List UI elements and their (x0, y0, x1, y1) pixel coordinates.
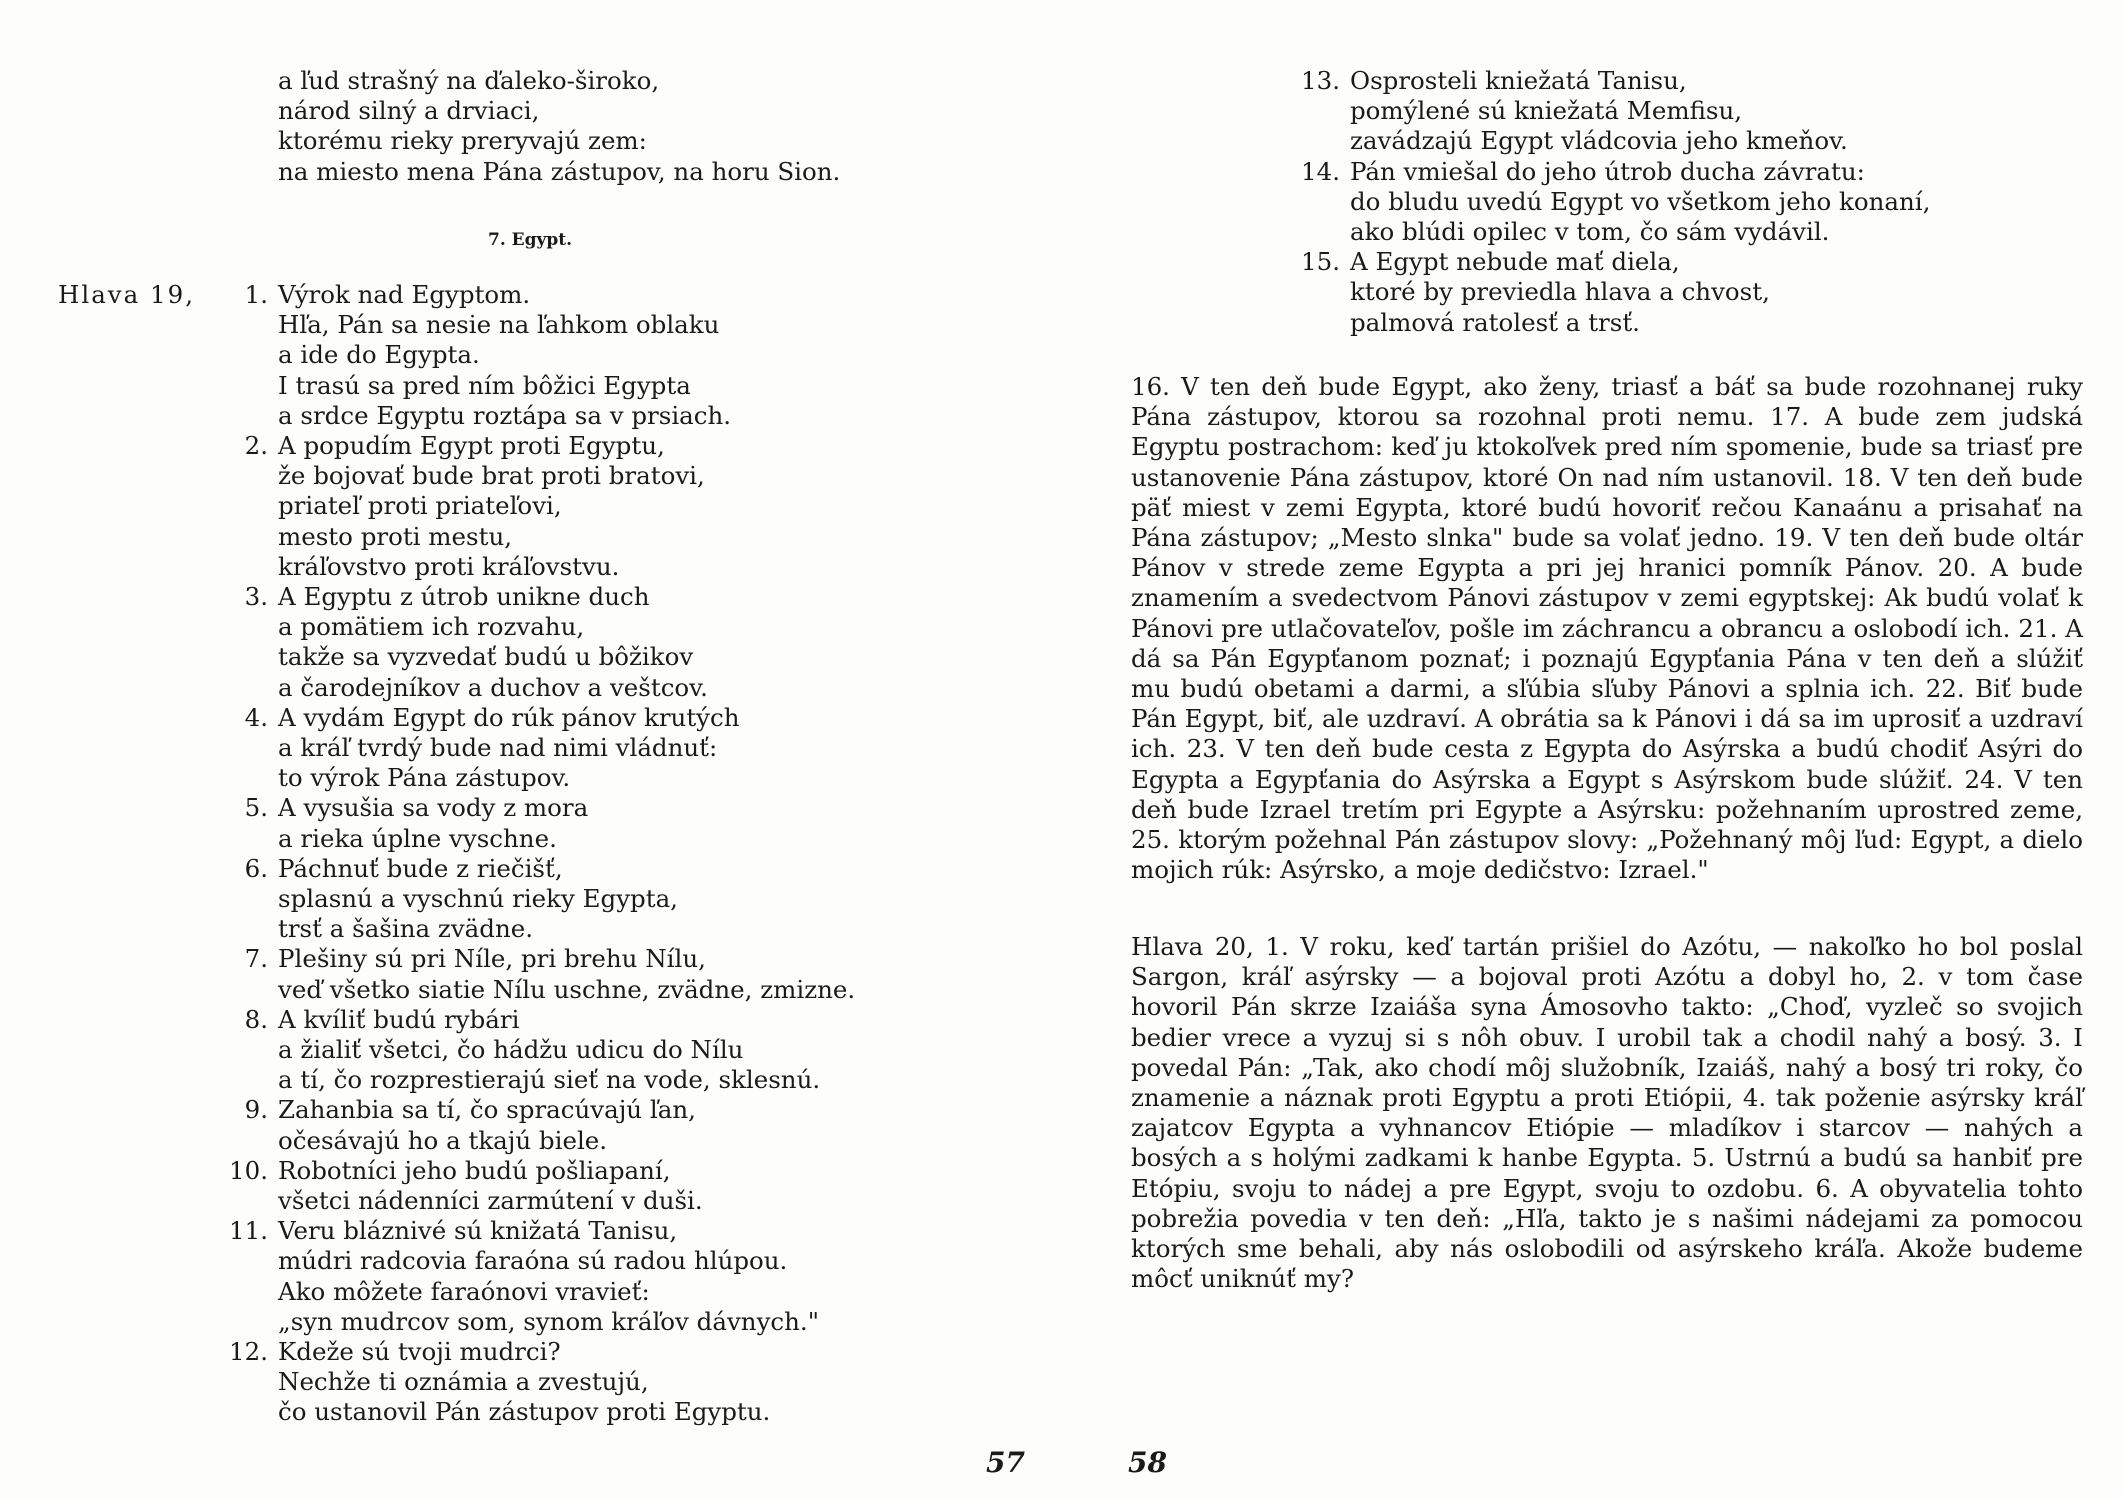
verse-line: na miesto mena Pána zástupov, na horu Sion. (278, 156, 841, 186)
verse-line: všetci nádenníci zarmútení v duši. (278, 1185, 703, 1215)
verse-line: I trasú sa pred ním bôžici Egypta (278, 370, 691, 400)
verse-line: a tí, čo rozprestierajú sieť na vode, sklesnú. (278, 1065, 821, 1095)
section-title: 7. Egypt. (488, 230, 573, 250)
verse-line: trsť a šašina zvädne. (278, 914, 534, 944)
verse (228, 280, 731, 431)
verse-number: 8. (244, 1004, 268, 1034)
verse-line: A Egypt nebude mať diela, (1350, 247, 1680, 277)
verse (228, 431, 705, 582)
verse-line: mesto proti mestu, (278, 521, 513, 551)
verse (228, 582, 708, 703)
verse-line: ako blúdi opilec v tom, čo sám vydávil. (1350, 216, 1830, 246)
verse (1300, 157, 1930, 248)
verse-line: Veru bláznivé sú knižatá Tanisu, (278, 1216, 678, 1246)
verse (228, 1005, 820, 1096)
verse-line: čo ustanovil Pán zástupov proti Egyptu. (278, 1397, 771, 1427)
verse-line: Robotníci jeho budú pošliapaní, (278, 1155, 671, 1185)
verse-number: 3. (244, 582, 268, 611)
verse-number: 13. (1301, 66, 1340, 95)
verse-line: a kráľ tvrdý bude nad nimi vládnuť: (278, 732, 718, 762)
verse-number: 10. (229, 1155, 268, 1185)
chapter-label: Hlava 19, (58, 280, 196, 309)
verse-number: 7. (244, 944, 268, 974)
verse-number: 6. (244, 853, 268, 883)
left-top-verse-block (278, 66, 840, 187)
verse-line: Výrok nad Egyptom. (278, 280, 531, 309)
verse-line: Hľa, Pán sa nesie na ľahkom oblaku (278, 310, 720, 340)
page-number-left: 57 (986, 1446, 1025, 1479)
verse-line: očesávajú ho a tkajú biele. (278, 1125, 608, 1155)
verse-line: že bojovať bude brat proti bratovi, (278, 461, 705, 491)
verse-line: veď všetko siatie Nílu uschne, zvädne, zmizne. (278, 974, 856, 1004)
verse-line: A vysušia sa vody z mora (278, 793, 589, 823)
verse-line: národ silný a drviaci, (278, 96, 540, 126)
verse (1300, 247, 1770, 338)
verse-number: 14. (1301, 156, 1340, 186)
verse-line: a pomätiem ich rozvahu, (278, 612, 585, 642)
verse-line: a čarodejníkov a duchov a veštcov. (278, 672, 708, 702)
verse-number: 9. (244, 1095, 268, 1125)
verse-line: Osprosteli kniežatá Tanisu, (1350, 66, 1687, 95)
verse-number: 1. (244, 280, 268, 309)
verse-number: 11. (229, 1216, 268, 1246)
verse-line: Zahanbia sa tí, čo spracúvajú ľan, (278, 1095, 696, 1125)
verse-line: pomýlené sú kniežatá Memfisu, (1350, 96, 1743, 126)
verse-line: a ľud strašný na ďaleko-široko, (278, 66, 660, 95)
verse (228, 854, 678, 945)
verse-line: A kvíliť budú rybári (278, 1004, 520, 1034)
verse-line: A popudím Egypt proti Egyptu, (278, 431, 665, 460)
verse-line: ktorému rieky preryvajú zem: (278, 126, 647, 156)
verse-line: a srdce Egyptu roztápa sa v prsiach. (278, 400, 732, 430)
prose-paragraph-chapter-20: Hlava 20, 1. V roku, keď tartán prišiel do Azótu, — nakoľko ho bol poslal Sargon, kráľ asýrsky — a bojoval proti Azótu a dobyl ho, 2. v tom čase hovoril Pán skrze Izaiáša syna Ámosovho takto: „Choď, vyzleč so svojich bedier vrece a vyzuj si s nôh obuv. I urobil tak a chodil nahý a bosý. 3. I povedal Pán: „Tak, ako chodí môj služobník, Izaiáš, nahý a bosý tri roky, čo znamenie a náznak proti Egyptu a proti Etiópii, 4. tak poženie asýrsky kráľ zajatcov Egypta a vyhnancov Etiópie — mladíkov i starcov — nahých a bosých a s holými zadkami k hanbe Egypta. 5. Ustrnú a budú sa hanbiť pre Etópiu, svoju to nádej a pre Egypt, svoju to ozdobu. 6. A obyvatelia tohto pobrežia povedia v ten deň: „Hľa, takto je s našimi nádejami za pomocou ktorých sme behali, aby nás oslobodili od asýrskeho kráľa. Akože budeme môcť uniknúť my? (1131, 932, 2083, 1294)
verse-number: 5. (244, 793, 268, 823)
verse-number: 4. (244, 702, 268, 732)
verse-line: do bludu uvedú Egypt vo všetkom jeho konaní, (1350, 186, 1931, 216)
verse-line: Ako môžete faraónovi vravieť: (278, 1276, 650, 1306)
prose-paragraph-chapter-19: 16. V ten deň bude Egypt, ako ženy, triasť a báť sa bude rozohnanej ruky Pána zástupov, ktorou sa rozohnal proti nemu. 17. A bude zem judská Egyptu postrachom: keď ju ktokoľvek pred ním spomenie, bude sa triasť pre ustanovenie Pána zástupov, ktoré On nad ním ustanovil. 18. V ten deň bude päť miest v zemi Egypta, ktoré budú hovoriť rečou Kanaánu a prisahať na Pána zástupov; „Mesto slnka" bude sa volať jedno. 19. V ten deň bude oltár Pánov v strede zeme Egypta a pri jej hranici pomník Pánov. 20. A bude znamením a svedectvom Pánovi zástupov v zemi egyptskej: Ak budú volať k Pánovi pre utlačovateľov, pošle im záchrancu a obrancu a oslobodí ich. 21. A dá sa Pán Egypťanom poznať; i poznajú Egypťania Pána v ten deň a slúžiť mu budú obetami a darmi, a sľúbia sľuby Pánovi a splnia ich. 22. Biť bude Pán Egypt, biť, ale uzdraví. A obrátia sa k Pánovi i dá sa im uprosiť a uzdraví ich. 23. V ten deň bude cesta z Egypta do Asýrska a budú chodiť Asýri do Egypta a Egypťania do Asýrska a Egypt s Asýrskom bude slúžiť. 24. V ten deň bude Izrael tretím pri Egypte a Asýrsku: požehnaním uprostred zeme, 25. ktorým požehnal Pán zástupov slovy: „Požehnaný môj ľud: Egypt, a dielo mojich rúk: Asýrsko, a moje dedičstvo: Izrael." (1131, 372, 2083, 885)
verse-line: priateľ proti priateľovi, (278, 491, 562, 521)
verse-line: Plešiny sú pri Níle, pri brehu Nílu, (278, 944, 706, 974)
verse (228, 1216, 819, 1337)
verse-number: 12. (229, 1337, 268, 1366)
verse-line: takže sa vyzvedať budú u bôžikov (278, 642, 694, 672)
verse (228, 793, 588, 853)
verse-line: splasnú a vyschnú rieky Egypta, (278, 883, 678, 913)
verse (228, 1156, 703, 1216)
page-number-right: 58 (1128, 1446, 1167, 1479)
verse-line: palmová ratolesť a trsť. (1350, 307, 1640, 337)
verse-line: kráľovstvo proti kráľovstvu. (278, 551, 620, 581)
verse-line: zavádzajú Egypt vládcovia jeho kmeňov. (1350, 126, 1848, 156)
verse-line: Nechže ti oznámia a zvestujú, (278, 1367, 649, 1397)
verse-line: Kdeže sú tvoji mudrci? (278, 1337, 561, 1366)
verse (228, 703, 740, 794)
verse (228, 1095, 696, 1155)
verse (228, 1337, 770, 1428)
verse-line: a žialiť všetci, čo hádžu udicu do Nílu (278, 1034, 744, 1064)
verse-line: A Egyptu z útrob unikne duch (278, 582, 650, 611)
verse-line: to výrok Pána zástupov. (278, 763, 571, 793)
verse-line: ktoré by previedla hlava a chvost, (1350, 277, 1770, 307)
verse-line: Pán vmiešal do jeho útrob ducha závratu: (1350, 156, 1865, 186)
verse-line: A vydám Egypt do rúk pánov krutých (278, 702, 740, 732)
verse-line: a ide do Egypta. (278, 340, 480, 370)
verse-number: 15. (1301, 247, 1340, 277)
verse-line: a rieka úplne vyschne. (278, 823, 557, 853)
verse-number: 2. (244, 431, 268, 460)
verse-line: „syn mudrcov som, synom kráľov dávnych." (278, 1306, 819, 1336)
verse (1300, 66, 1848, 157)
verse (228, 944, 855, 1004)
verse-line: múdri radcovia faraóna sú radou hlúpou. (278, 1246, 788, 1276)
verse-line: Páchnuť bude z riečišť, (278, 853, 563, 883)
